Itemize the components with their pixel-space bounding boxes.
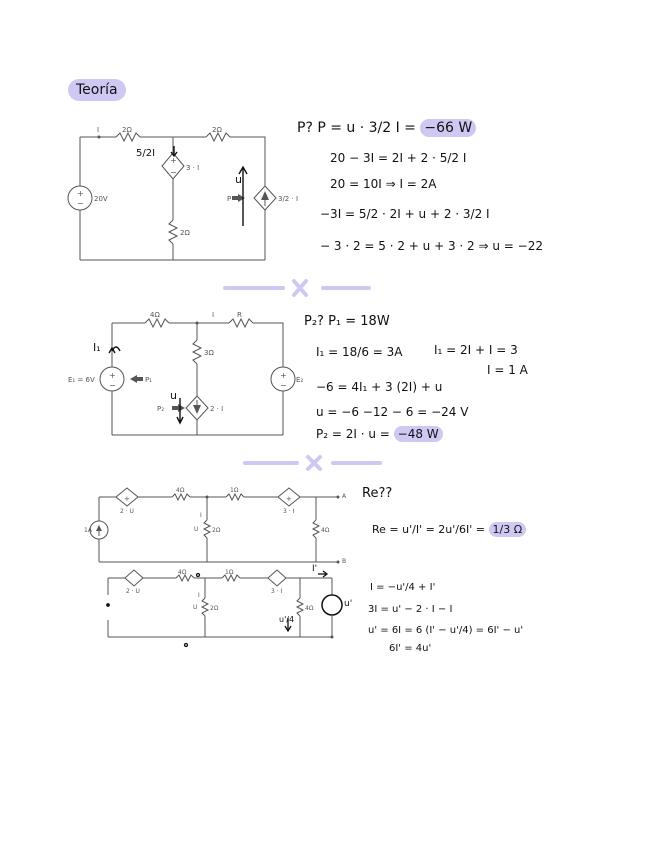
p2-line-2: I₁ = 18/6 = 3A [316, 345, 403, 359]
p1-line-5: − 3 · 2 = 5 · 2 + u + 3 · 2 ⇒ u = −22 [320, 239, 543, 253]
resistor-4ohm [145, 319, 169, 327]
test-voltage-source [322, 595, 342, 615]
label-u2: u [170, 389, 177, 402]
circuit-4 [108, 570, 342, 637]
label-u: u [235, 173, 242, 186]
svg-text:−: − [109, 381, 116, 390]
label-voltage: 20V [94, 195, 108, 203]
svg-text:+: + [280, 371, 287, 380]
label-c3-i: I [200, 512, 202, 519]
p2-answer: −48 W [394, 426, 443, 442]
label-c3-3i: 3 · I [283, 508, 295, 515]
label-e1: E₁ = 6V [68, 376, 95, 384]
separator-2 [245, 457, 380, 469]
circuit-2 [100, 319, 295, 435]
label-3ohm: 3Ω [204, 349, 214, 357]
p2-line-1: P₂? P₁ = 18W [304, 314, 390, 329]
label-r3: 2Ω [180, 229, 190, 237]
p3-answer: 1/3 Ω [489, 522, 527, 537]
svg-text:+: + [109, 371, 116, 380]
resistor-1 [116, 133, 140, 141]
svg-text:−: − [77, 199, 84, 208]
svg-text:+: + [286, 495, 292, 503]
label-u-prime: u' [344, 599, 353, 609]
label-c3-4ohm-b: 4Ω [321, 527, 330, 534]
svg-text:−: − [170, 168, 177, 177]
svg-text:+: + [170, 156, 177, 165]
label-p2: P₂ [157, 405, 165, 413]
label-i2: I [212, 311, 215, 319]
label-c3-1a: 1A [84, 527, 92, 534]
label-u-over-4: u'/4 [279, 615, 295, 624]
p1-line-2: 20 − 3I = 2I + 2 · 5/2 I [330, 151, 467, 165]
label-c3-4ohm: 4Ω [176, 487, 185, 494]
svg-text:−: − [280, 381, 287, 390]
label-e2: E₂ [296, 376, 304, 384]
p2-line-5: −6 = 4I₁ + 3 (2I) + u [316, 380, 443, 394]
resistor-3ohm [193, 340, 201, 364]
label-c4-4ohm: 4Ω [178, 569, 187, 576]
label-c4-u: U [193, 604, 198, 611]
label-c4-4ohm-b: 4Ω [305, 605, 314, 612]
separator-1 [225, 281, 369, 295]
label-c3-2u: 2 · U [120, 508, 134, 515]
label-a: A [342, 493, 347, 500]
label-c3-u: U [194, 526, 199, 533]
label-p1: P₁ [145, 376, 153, 384]
label-c4-i: I [198, 592, 200, 599]
label-4ohm: 4Ω [150, 311, 160, 319]
p3-line-2: Re = u'/I' = 2u'/6I' = 1/3 Ω [372, 524, 526, 535]
label-r: R [237, 311, 242, 319]
p3-line-4: 3I = u' − 2 · I − I [368, 604, 453, 615]
p3-line-6: 6I' = 4u' [389, 643, 432, 654]
label-c4-2u: 2 · U [126, 588, 140, 595]
p2-line-7: P₂ = 2I · u = −48 W [316, 428, 443, 440]
p1-line-3: 20 = 10I ⇒ I = 2A [330, 177, 437, 191]
resistor-r [229, 319, 253, 327]
label-source2: 3/2 · I [278, 195, 299, 203]
label-i1: I₁ [93, 341, 101, 354]
page-title: Teoría [68, 79, 126, 101]
svg-text:+: + [124, 495, 130, 503]
label-c3-1ohm: 1Ω [230, 487, 239, 494]
resistor-3 [169, 220, 177, 244]
power-arrow-p1 [130, 375, 137, 383]
p2-line-6: u = −6 −12 − 6 = −24 V [316, 405, 469, 419]
label-control: 5/2I [136, 148, 156, 159]
power-arrow-p2 [178, 404, 185, 412]
label-b: B [342, 558, 347, 565]
p3-line-5: u' = 6I = 6 (I' − u'/4) = 6I' − u' [368, 625, 524, 636]
label-c4-2ohm: 2Ω [210, 605, 219, 612]
svg-text:+: + [77, 189, 84, 198]
label-i: I [97, 126, 100, 134]
p1-answer: −66 W [420, 119, 476, 137]
resistor-2 [206, 133, 230, 141]
dependent-source-3i-b [268, 570, 286, 586]
label-source: 2 · I [210, 405, 224, 413]
label-c4-1ohm: 1Ω [225, 569, 234, 576]
p2-line-4: I = 1 A [487, 363, 528, 377]
p1-line-1: P? P = u · 3/2 I = −66 W [297, 121, 476, 135]
dependent-source-2u-b [125, 570, 143, 586]
p1-line-4: −3I = 5/2 · 2I + u + 2 · 3/2 I [320, 207, 490, 221]
label-p: P [227, 195, 232, 203]
p2-line-3: I₁ = 2I + I = 3 [434, 343, 518, 357]
label-c4-3i: 3 · I [271, 588, 283, 595]
p3-line-3: I = −u'/4 + I' [370, 582, 436, 593]
label-r2: 2Ω [212, 126, 222, 134]
label-c3-2ohm: 2Ω [212, 527, 221, 534]
label-source1: 3 · I [186, 164, 200, 172]
label-i-prime: I' [312, 564, 318, 574]
power-arrow-p [238, 194, 245, 202]
p3-line-1: Re?? [362, 486, 393, 501]
label-r1: 2Ω [122, 126, 132, 134]
